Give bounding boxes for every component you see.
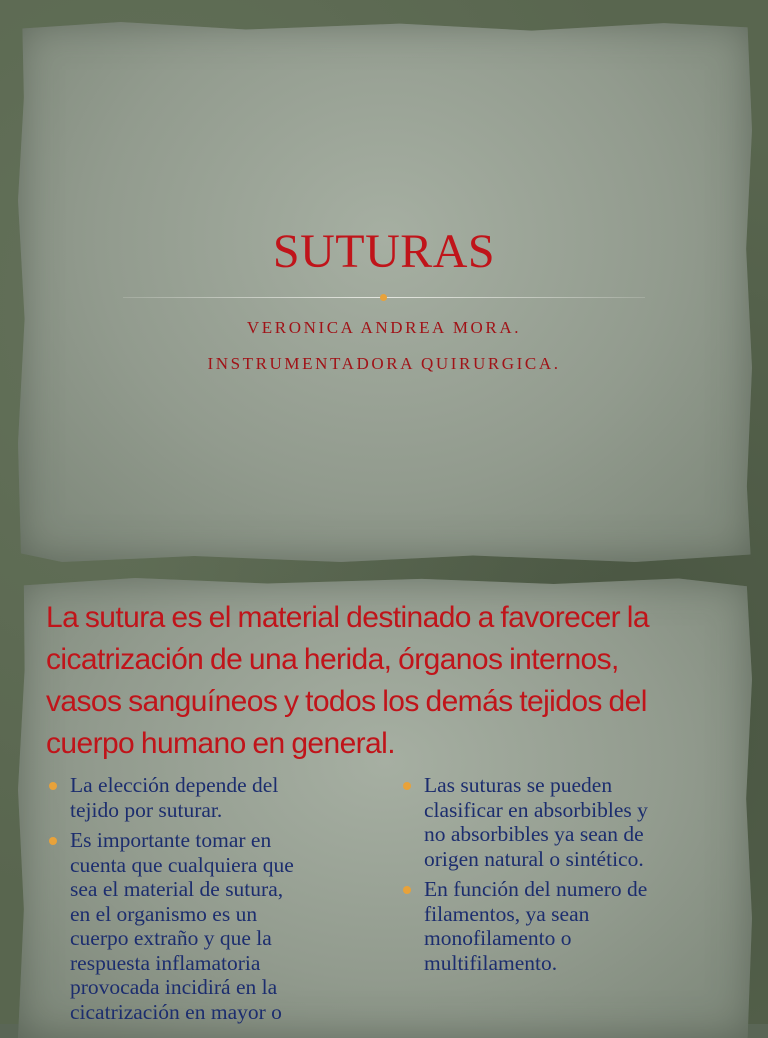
- bullet-dot-icon: [49, 837, 57, 845]
- bullet-line: filamentos, ya sean: [424, 901, 590, 926]
- bullet-dot-icon: [403, 782, 411, 790]
- bullet-line: respuesta inflamatoria: [70, 950, 261, 975]
- title-slide: [18, 22, 752, 562]
- bullet-dot-icon: [49, 782, 57, 790]
- heading-line: La sutura es el material destinado a favorecer la: [46, 601, 649, 634]
- right-bullet-column: [400, 773, 740, 981]
- heading-line: cicatrización de una herida, órganos internos,: [46, 643, 619, 676]
- bullet-line: cuenta que cualquiera que: [70, 852, 294, 877]
- slide-title: SUTURAS: [272, 225, 496, 278]
- bullet-line: clasificar en absorbibles y: [424, 797, 648, 822]
- heading-line: cuerpo humano en general.: [46, 727, 395, 760]
- bullet-item: [46, 828, 376, 1024]
- bullet-line: cuerpo extraño y que la: [70, 926, 272, 950]
- bullet-item: [400, 877, 740, 975]
- bullet-line: monofilamento o: [424, 926, 572, 950]
- bullet-item: [46, 773, 376, 822]
- bullet-line: multifilamento.: [424, 950, 558, 975]
- left-bullet-column: [46, 773, 376, 1030]
- bullet-item: [400, 773, 740, 871]
- bullet-line: en el organismo es un: [70, 901, 258, 926]
- subtitle-role: INSTRUMENTADORA QUIRURGICA.: [207, 354, 561, 373]
- bullet-line: sea el material de sutura,: [70, 877, 284, 901]
- bullet-line: Es importante tomar en: [70, 828, 272, 852]
- bullet-line: origen natural o sintético.: [424, 846, 644, 871]
- bullet-line: no absorbibles ya sean de: [424, 822, 644, 846]
- bullet-line: provocada incidirá en la: [70, 975, 278, 999]
- bullet-line: Las suturas se pueden: [424, 773, 613, 797]
- content-heading: [46, 597, 736, 765]
- divider-dot-icon: [380, 294, 387, 301]
- heading-line: vasos sanguíneos y todos los demás tejidos del: [46, 685, 647, 718]
- bullet-line: cicatrización en mayor o: [70, 999, 282, 1024]
- subtitle-author: VERONICA ANDREA MORA.: [246, 318, 522, 337]
- bullet-line: La elección depende del: [70, 773, 279, 797]
- bullet-line: tejido por suturar.: [70, 797, 223, 822]
- bullet-dot-icon: [403, 886, 411, 894]
- bullet-line: En función del numero de: [424, 877, 648, 901]
